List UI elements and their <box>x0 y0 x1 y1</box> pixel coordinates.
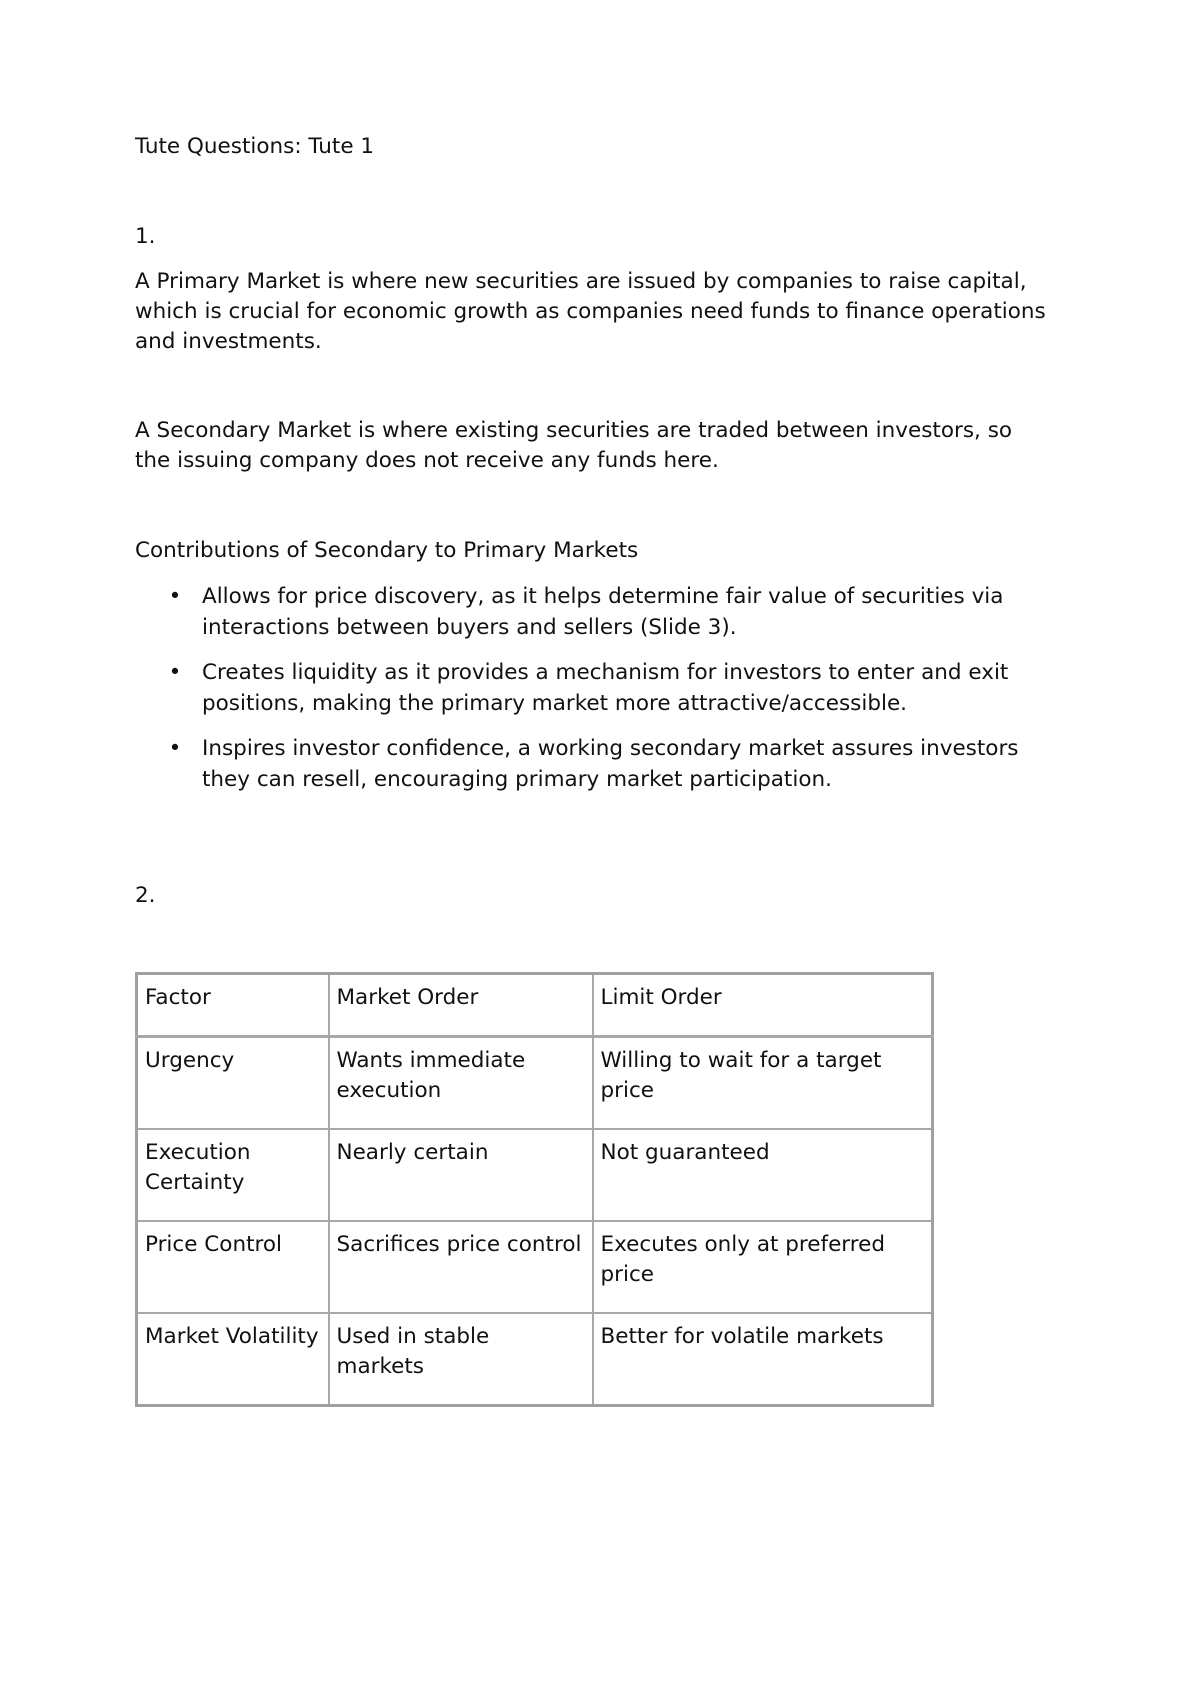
table-row <box>137 1037 933 1130</box>
list-item <box>135 657 1095 719</box>
table-cell: Better for volatile markets <box>593 1313 933 1406</box>
document-title: Tute Questions: Tute 1 <box>135 134 375 159</box>
list-item <box>135 733 1095 795</box>
secondary-market-paragraph: A Secondary Market is where existing securities are traded between investors, so the issuing company does not receive any funds here. <box>135 418 1013 473</box>
table-cell: Market Volatility <box>137 1313 329 1406</box>
table-row <box>137 1313 933 1406</box>
order-comparison-table <box>135 972 934 1407</box>
table-cell: Executes only at preferred price <box>593 1221 933 1313</box>
question-1-number: 1. <box>135 224 156 249</box>
bullet-icon: • <box>168 660 182 685</box>
list-item-text: Inspires investor confidence, a working secondary market assures investors they can resell, encouraging primary market participation. <box>202 736 1019 792</box>
list-item-text: Creates liquidity as it provides a mechanism for investors to enter and exit positions, making the primary market more attractive/accessible. <box>202 660 1009 716</box>
list-item <box>135 581 1095 643</box>
table-cell: Used in stable markets <box>329 1313 593 1406</box>
list-item-text: Allows for price discovery, as it helps determine fair value of securities via interactions between buyers and sellers (Slide 3). <box>202 584 1004 640</box>
table-row <box>137 1129 933 1221</box>
table-cell: Urgency <box>137 1037 329 1130</box>
table-cell: Wants immediate execution <box>329 1037 593 1130</box>
table-header-row <box>137 974 933 1037</box>
table-cell: Not guaranteed <box>593 1129 933 1221</box>
primary-market-paragraph: A Primary Market is where new securities are issued by companies to raise capital, which is crucial for economic growth as companies need funds to finance operations and investments. <box>135 269 1046 354</box>
table-header-cell: Factor <box>137 974 329 1037</box>
bullet-icon: • <box>168 736 182 761</box>
table-cell: Price Control <box>137 1221 329 1313</box>
table-header-cell: Market Order <box>329 974 593 1037</box>
contributions-heading: Contributions of Secondary to Primary Markets <box>135 538 639 563</box>
table-cell: Execution Certainty <box>137 1129 329 1221</box>
table-cell: Sacrifices price control <box>329 1221 593 1313</box>
table-cell: Nearly certain <box>329 1129 593 1221</box>
question-2-number: 2. <box>135 883 156 908</box>
table-row <box>137 1221 933 1313</box>
contributions-list <box>135 581 1095 809</box>
table-header-cell: Limit Order <box>593 974 933 1037</box>
table-cell: Willing to wait for a target price <box>593 1037 933 1130</box>
bullet-icon: • <box>168 584 182 609</box>
